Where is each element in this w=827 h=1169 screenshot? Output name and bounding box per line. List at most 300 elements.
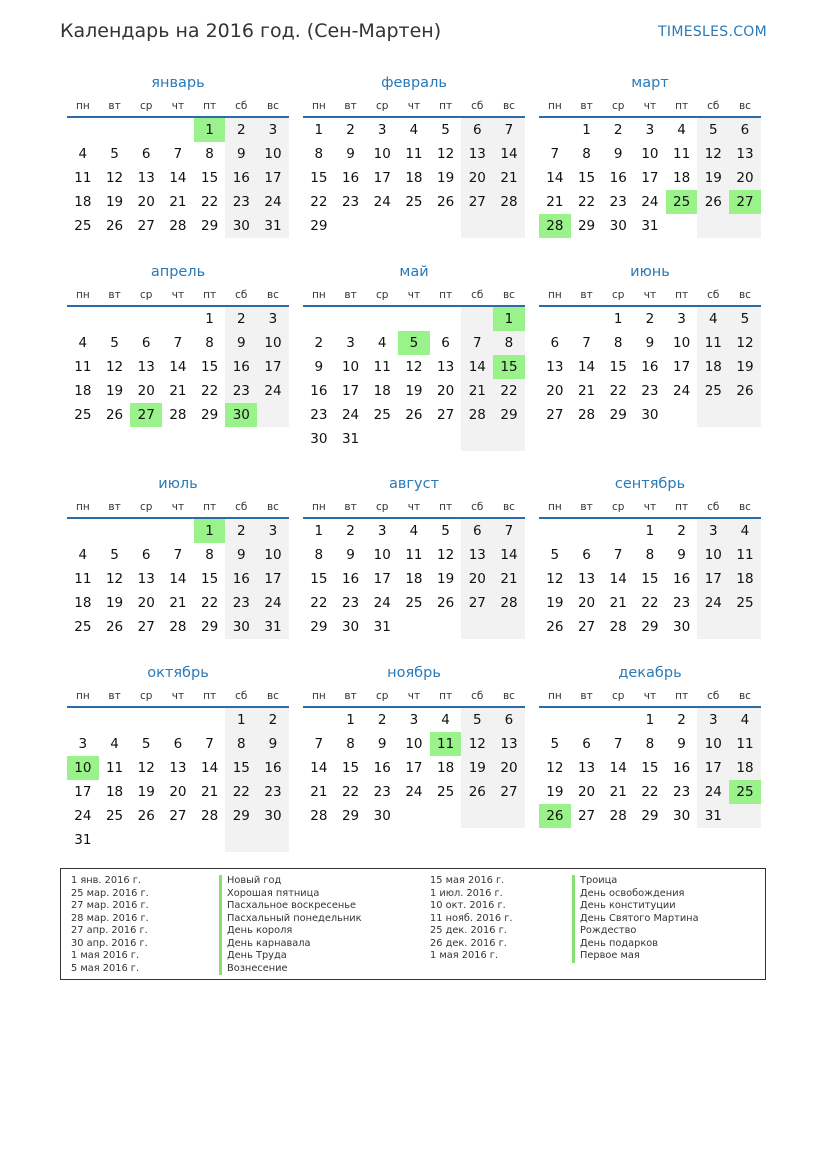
- weekday-label: ср: [139, 690, 153, 702]
- day-cell: 6: [141, 335, 151, 351]
- day-cell: 27: [546, 407, 564, 423]
- weekday-label: вс: [738, 690, 751, 702]
- day-cell: 9: [346, 547, 355, 563]
- month-2: [303, 72, 525, 238]
- weekday-label: сб: [235, 289, 248, 301]
- empty-cell: [493, 615, 525, 639]
- day-cell: 23: [673, 784, 691, 800]
- day-cell: 30: [310, 431, 328, 447]
- weekday-header: [303, 497, 525, 519]
- weekday-label: вт: [108, 501, 121, 513]
- holiday-day: 5: [398, 331, 430, 355]
- weekday-label: сб: [471, 289, 484, 301]
- day-cell: 31: [257, 615, 289, 639]
- day-cell: 12: [697, 142, 729, 166]
- day-cell: 3: [257, 519, 289, 543]
- day-cell: 12: [437, 547, 455, 563]
- weekday-header: [539, 96, 761, 118]
- day-cell: 16: [641, 359, 659, 375]
- weekday-label: вт: [108, 690, 121, 702]
- month-10: [67, 662, 289, 852]
- day-cell: 25: [697, 379, 729, 403]
- day-cell: 18: [729, 756, 761, 780]
- month-8: [303, 473, 525, 639]
- day-cell: 9: [377, 736, 387, 752]
- day-cell: 17: [257, 166, 289, 190]
- day-cell: 7: [582, 335, 591, 351]
- day-cell: 3: [697, 519, 729, 543]
- empty-cell: [398, 307, 430, 331]
- day-cell: 8: [314, 547, 324, 563]
- day-cell: 3: [377, 523, 387, 539]
- weekday-label: вс: [502, 100, 515, 112]
- empty-cell: [461, 214, 493, 238]
- legend-date: 1 июл. 2016 г.: [430, 887, 503, 899]
- weekday-label: вт: [580, 501, 593, 513]
- day-cell: 12: [105, 170, 124, 186]
- legend-holiday-name: Рождество: [572, 925, 699, 938]
- holiday-day: 10: [67, 756, 99, 780]
- holiday-day: 25: [729, 780, 761, 804]
- day-cell: 31: [74, 832, 92, 848]
- day-cell: 22: [201, 194, 219, 210]
- empty-cell: [729, 214, 761, 238]
- day-cell: 26: [437, 595, 455, 611]
- empty-cell: [539, 118, 571, 142]
- legend-holiday-name: День освобождения: [572, 888, 699, 901]
- day-cell: 22: [201, 595, 219, 611]
- day-cell: 13: [137, 571, 155, 587]
- weekday-label: ср: [375, 100, 389, 112]
- day-cell: 7: [613, 736, 623, 752]
- month-3: [539, 72, 761, 238]
- legend-dates-1: [71, 875, 149, 975]
- day-cell: 18: [437, 760, 455, 776]
- weekday-label: сб: [707, 100, 720, 112]
- weekday-label: сб: [235, 501, 248, 513]
- empty-cell: [461, 307, 493, 331]
- day-cell: 27: [461, 591, 493, 615]
- day-cell: 23: [609, 194, 627, 210]
- empty-cell: [162, 118, 194, 142]
- day-cell: 10: [405, 736, 423, 752]
- legend-names-1: [219, 875, 362, 975]
- day-grid: [539, 307, 761, 427]
- day-cell: 1: [613, 311, 623, 327]
- weekday-label: вс: [266, 690, 279, 702]
- day-cell: 29: [493, 403, 525, 427]
- day-cell: 14: [577, 359, 596, 375]
- day-cell: 7: [550, 146, 560, 162]
- legend-holiday-name: Первое мая: [572, 950, 699, 963]
- day-cell: 16: [373, 760, 391, 776]
- day-cell: 6: [173, 736, 183, 752]
- day-cell: 1: [225, 708, 257, 732]
- weekday-label: пт: [203, 690, 217, 702]
- day-cell: 6: [729, 118, 761, 142]
- day-cell: 10: [673, 335, 691, 351]
- weekday-label: ср: [139, 100, 153, 112]
- day-cell: 11: [105, 760, 124, 776]
- day-cell: 2: [225, 519, 257, 543]
- day-cell: 7: [173, 146, 183, 162]
- weekday-label: пн: [75, 501, 90, 513]
- weekday-label: пн: [311, 289, 326, 301]
- day-grid: [539, 519, 761, 639]
- weekday-label: вс: [502, 289, 515, 301]
- empty-cell: [257, 828, 289, 852]
- weekday-label: вс: [266, 501, 279, 513]
- day-cell: 13: [577, 760, 596, 776]
- day-cell: 4: [409, 122, 419, 138]
- day-cell: 20: [137, 595, 155, 611]
- empty-cell: [729, 403, 761, 427]
- day-cell: 16: [609, 170, 627, 186]
- day-grid: [67, 708, 289, 852]
- weekday-label: вт: [344, 501, 357, 513]
- day-cell: 5: [461, 708, 493, 732]
- empty-cell: [162, 519, 194, 543]
- day-cell: 21: [546, 194, 564, 210]
- day-cell: 18: [74, 383, 92, 399]
- day-grid: [303, 519, 525, 639]
- legend-date: 11 нояб. 2016 г.: [430, 912, 513, 924]
- empty-cell: [99, 828, 131, 852]
- day-cell: 26: [437, 194, 455, 210]
- day-cell: 28: [169, 407, 187, 423]
- month-name: июнь: [630, 264, 670, 280]
- day-cell: 15: [310, 571, 328, 587]
- day-cell: 17: [373, 170, 391, 186]
- day-cell: 27: [437, 407, 455, 423]
- day-cell: 19: [697, 166, 729, 190]
- day-cell: 16: [225, 567, 257, 591]
- weekday-label: ср: [375, 289, 389, 301]
- day-cell: 24: [405, 784, 423, 800]
- day-cell: 26: [546, 619, 564, 635]
- weekday-label: сб: [707, 289, 720, 301]
- day-cell: 16: [673, 760, 691, 776]
- site-link[interactable]: TIMESLES.COM: [658, 24, 767, 40]
- day-cell: 13: [437, 359, 455, 375]
- empty-cell: [130, 828, 162, 852]
- day-cell: 9: [225, 331, 257, 355]
- day-cell: 11: [74, 170, 92, 186]
- weekday-label: ср: [611, 100, 625, 112]
- day-grid: [303, 307, 525, 451]
- month-name: июль: [158, 476, 198, 492]
- empty-cell: [194, 828, 226, 852]
- day-cell: 24: [257, 190, 289, 214]
- day-cell: 13: [461, 142, 493, 166]
- day-cell: 8: [346, 736, 355, 752]
- weekday-label: чт: [171, 690, 185, 702]
- weekday-header: [67, 285, 289, 307]
- day-cell: 8: [582, 146, 591, 162]
- legend-holiday-name: День Святого Мартина: [572, 913, 699, 926]
- day-cell: 24: [697, 591, 729, 615]
- empty-cell: [697, 615, 729, 639]
- weekday-label: пн: [311, 100, 326, 112]
- weekday-label: вс: [266, 289, 279, 301]
- day-cell: 22: [225, 780, 257, 804]
- day-cell: 6: [141, 547, 151, 563]
- weekday-header: [303, 686, 525, 708]
- empty-cell: [539, 307, 571, 331]
- day-cell: 19: [105, 595, 124, 611]
- empty-cell: [67, 307, 99, 331]
- day-cell: 1: [645, 712, 655, 728]
- empty-cell: [539, 519, 571, 543]
- day-cell: 28: [169, 619, 187, 635]
- day-cell: 14: [609, 571, 627, 587]
- day-cell: 20: [577, 784, 596, 800]
- weekday-label: чт: [171, 100, 185, 112]
- month-11: [303, 662, 525, 828]
- day-cell: 17: [697, 756, 729, 780]
- day-cell: 22: [641, 784, 659, 800]
- day-cell: 17: [341, 383, 360, 399]
- day-cell: 15: [609, 359, 627, 375]
- day-cell: 10: [257, 543, 289, 567]
- day-cell: 27: [577, 619, 596, 635]
- legend-holiday-name: Троица: [572, 875, 699, 888]
- weekday-label: вс: [738, 289, 751, 301]
- day-cell: 1: [205, 311, 214, 327]
- day-cell: 15: [201, 571, 219, 587]
- day-cell: 26: [137, 808, 155, 824]
- day-cell: 20: [461, 567, 493, 591]
- day-cell: 25: [729, 591, 761, 615]
- day-cell: 2: [257, 708, 289, 732]
- day-cell: 20: [437, 383, 455, 399]
- weekday-label: сб: [235, 690, 248, 702]
- day-cell: 4: [729, 519, 761, 543]
- day-cell: 3: [645, 122, 655, 138]
- day-cell: 17: [74, 784, 92, 800]
- day-cell: 21: [609, 784, 627, 800]
- day-cell: 19: [137, 784, 155, 800]
- weekday-label: чт: [407, 501, 421, 513]
- day-cell: 10: [373, 146, 391, 162]
- empty-cell: [99, 708, 131, 732]
- day-cell: 12: [105, 571, 124, 587]
- day-cell: 15: [577, 170, 596, 186]
- day-cell: 13: [729, 142, 761, 166]
- day-cell: 15: [310, 170, 328, 186]
- day-cell: 7: [613, 547, 623, 563]
- day-cell: 4: [78, 146, 88, 162]
- weekday-label: сб: [471, 690, 484, 702]
- weekday-label: сб: [707, 690, 720, 702]
- day-cell: 21: [169, 595, 187, 611]
- day-cell: 23: [225, 591, 257, 615]
- page-title: Календарь на 2016 год. (Сен-Мартен): [60, 20, 442, 42]
- day-cell: 12: [546, 760, 564, 776]
- day-cell: 27: [169, 808, 187, 824]
- weekday-label: вт: [344, 690, 357, 702]
- day-cell: 3: [257, 118, 289, 142]
- day-cell: 2: [645, 311, 655, 327]
- empty-cell: [571, 708, 603, 732]
- day-cell: 11: [405, 146, 423, 162]
- weekday-label: пт: [675, 289, 689, 301]
- weekday-label: сб: [707, 501, 720, 513]
- legend-holiday-name: День Труда: [219, 950, 362, 963]
- empty-cell: [162, 828, 194, 852]
- day-cell: 11: [673, 146, 691, 162]
- day-cell: 31: [641, 218, 659, 234]
- day-cell: 30: [225, 214, 257, 238]
- day-cell: 24: [257, 591, 289, 615]
- day-cell: 5: [441, 523, 450, 539]
- weekday-label: ср: [139, 289, 153, 301]
- day-cell: 2: [346, 523, 355, 539]
- legend-holiday-name: Новый год: [219, 875, 362, 888]
- day-cell: 21: [577, 383, 596, 399]
- day-cell: 11: [405, 547, 423, 563]
- empty-cell: [366, 307, 398, 331]
- weekday-label: сб: [471, 100, 484, 112]
- month-1: [67, 72, 289, 238]
- day-cell: 23: [641, 383, 659, 399]
- weekday-header: [67, 96, 289, 118]
- day-cell: 12: [461, 732, 493, 756]
- day-cell: 18: [105, 784, 124, 800]
- weekday-label: вс: [738, 100, 751, 112]
- day-cell: 24: [697, 780, 729, 804]
- day-cell: 15: [341, 760, 360, 776]
- day-cell: 4: [677, 122, 686, 138]
- day-cell: 4: [697, 307, 729, 331]
- day-grid: [67, 118, 289, 238]
- day-cell: 24: [257, 379, 289, 403]
- day-cell: 29: [201, 407, 219, 423]
- weekday-label: чт: [643, 690, 657, 702]
- day-cell: 15: [225, 756, 257, 780]
- empty-cell: [398, 615, 430, 639]
- day-cell: 2: [613, 122, 623, 138]
- day-cell: 29: [310, 619, 328, 635]
- legend-date: 26 дек. 2016 г.: [430, 937, 507, 949]
- weekday-label: пт: [675, 501, 689, 513]
- day-cell: 20: [493, 756, 525, 780]
- empty-cell: [461, 804, 493, 828]
- weekday-label: пт: [439, 690, 453, 702]
- day-cell: 7: [173, 547, 183, 563]
- weekday-label: вс: [738, 501, 751, 513]
- empty-cell: [430, 804, 462, 828]
- day-cell: 23: [310, 407, 328, 423]
- empty-cell: [571, 307, 603, 331]
- empty-cell: [539, 708, 571, 732]
- day-cell: 7: [314, 736, 324, 752]
- day-cell: 18: [373, 383, 391, 399]
- legend-holiday-name: Вознесение: [219, 963, 362, 976]
- day-cell: 30: [373, 808, 391, 824]
- day-cell: 7: [173, 335, 183, 351]
- weekday-label: вс: [266, 100, 279, 112]
- empty-cell: [99, 519, 131, 543]
- day-cell: 30: [641, 407, 659, 423]
- empty-cell: [729, 804, 761, 828]
- day-cell: 30: [341, 619, 360, 635]
- day-cell: 22: [609, 383, 627, 399]
- day-cell: 26: [729, 379, 761, 403]
- empty-cell: [461, 427, 493, 451]
- legend-date: 5 мая 2016 г.: [71, 962, 140, 974]
- day-cell: 9: [613, 146, 623, 162]
- day-cell: 27: [493, 780, 525, 804]
- day-cell: 2: [225, 307, 257, 331]
- day-cell: 22: [201, 383, 219, 399]
- day-cell: 23: [225, 190, 257, 214]
- day-cell: 28: [609, 619, 627, 635]
- day-cell: 14: [493, 543, 525, 567]
- day-grid: [67, 307, 289, 427]
- day-cell: 1: [346, 712, 355, 728]
- empty-cell: [398, 214, 430, 238]
- day-cell: 8: [205, 146, 214, 162]
- day-cell: 26: [105, 619, 124, 635]
- day-cell: 24: [641, 194, 659, 210]
- day-cell: 15: [201, 170, 219, 186]
- empty-cell: [194, 708, 226, 732]
- day-cell: 3: [257, 307, 289, 331]
- day-grid: [67, 519, 289, 639]
- day-cell: 25: [373, 407, 391, 423]
- day-cell: 14: [169, 359, 187, 375]
- day-cell: 6: [441, 335, 450, 351]
- day-cell: 5: [441, 122, 450, 138]
- day-cell: 6: [582, 736, 591, 752]
- day-grid: [539, 118, 761, 238]
- day-cell: 29: [341, 808, 360, 824]
- day-cell: 11: [729, 543, 761, 567]
- day-cell: 23: [341, 595, 360, 611]
- day-cell: 9: [645, 335, 655, 351]
- day-cell: 29: [201, 619, 219, 635]
- legend-holiday-name: Пасхальный понедельник: [219, 913, 362, 926]
- day-cell: 13: [461, 543, 493, 567]
- day-cell: 27: [461, 190, 493, 214]
- day-cell: 4: [409, 523, 419, 539]
- weekday-label: вт: [108, 100, 121, 112]
- empty-cell: [602, 519, 634, 543]
- day-cell: 19: [405, 383, 423, 399]
- weekday-header: [539, 497, 761, 519]
- weekday-label: пн: [75, 690, 90, 702]
- day-cell: 18: [697, 355, 729, 379]
- day-cell: 19: [461, 756, 493, 780]
- day-cell: 19: [437, 571, 455, 587]
- day-cell: 6: [493, 708, 525, 732]
- day-cell: 24: [373, 194, 391, 210]
- day-cell: 3: [78, 736, 88, 752]
- weekday-label: сб: [235, 100, 248, 112]
- weekday-label: пн: [75, 100, 90, 112]
- legend-holiday-name: День короля: [219, 925, 362, 938]
- day-cell: 20: [169, 784, 187, 800]
- day-cell: 5: [110, 146, 119, 162]
- day-cell: 26: [405, 407, 423, 423]
- holiday-day: 1: [493, 307, 525, 331]
- day-cell: 3: [346, 335, 355, 351]
- holiday-day: 26: [539, 804, 571, 828]
- day-cell: 23: [257, 780, 289, 804]
- empty-cell: [67, 519, 99, 543]
- day-cell: 15: [201, 359, 219, 375]
